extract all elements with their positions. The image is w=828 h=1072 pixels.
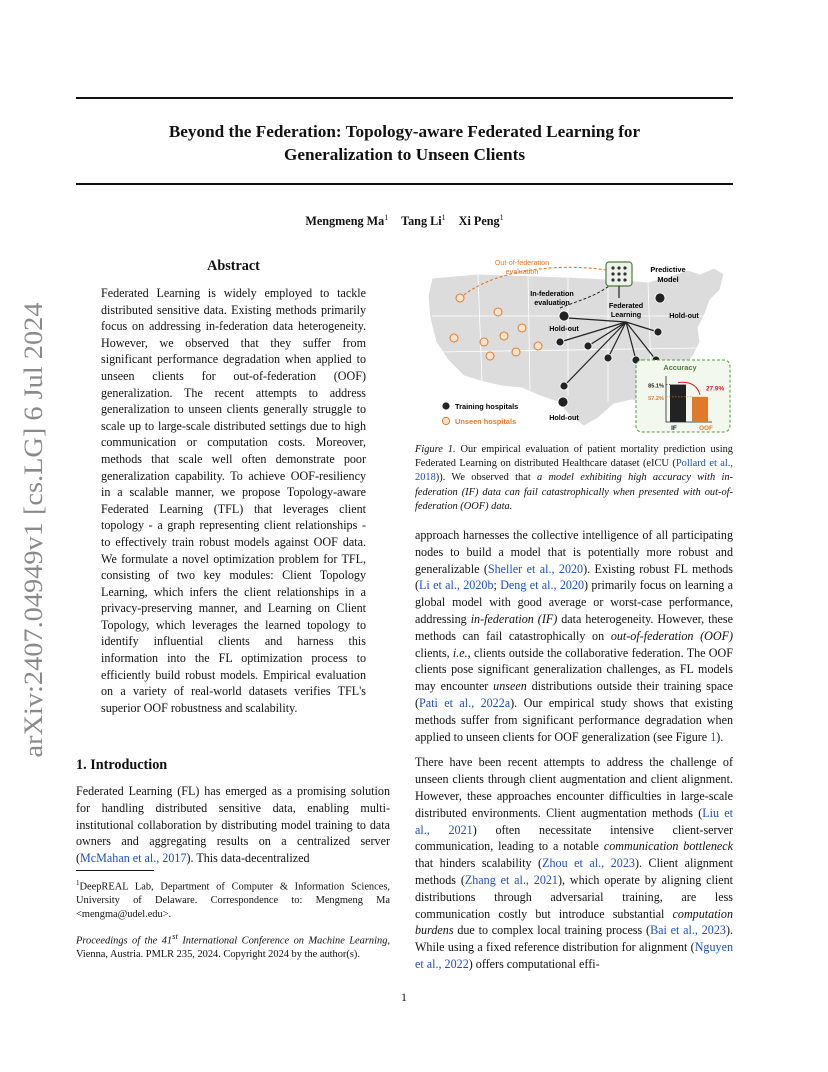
citation-link[interactable]: Liu et al., 2021 [415,805,733,837]
caption-label: Figure 1. [415,444,456,455]
holdout-label-1: Hold-out [549,324,579,333]
text-run: approach harnesses the collective intelligence of all participating nodes to build a model that is potentially more robust and generalizable ( [415,528,733,576]
citation-link[interactable]: Zhou et al., 2023 [542,856,635,871]
text-run: 41 [161,935,173,947]
title-rule-bottom [76,183,733,185]
text-run: distributions outside their training space ( [415,679,733,710]
author-affil: 1 [499,213,504,222]
text-run: There have been recent attempts to address the challenge of unseen clients through client augmentation and client alignment. However, these approaches encounter difficulties in large-scale distributed environments. Client augmentation methods ( [415,755,733,820]
chart-value-label: 85.1% [648,383,664,390]
citation-link[interactable]: Pati et al., 2022a [419,695,511,710]
text-run: ; [493,578,501,593]
text-run: ) often necessitate intensive client-server communication, leading to a notable [415,822,733,854]
hospital-pin-icon [654,328,662,336]
citation-link[interactable]: Li et al., 2020b [419,578,494,593]
text-run: a model exhibiting high accuracy with in-federation (IF) data can fail catastrophically when presented with out-of-federation (OOF) data. [415,472,733,512]
figure-1 [418,256,736,434]
unseen-pin-icon [500,332,508,340]
title-line-2: Generalization to Unseen Clients [283,145,526,164]
hospital-pin-icon [556,338,564,346]
arxiv-id-text: arXiv:2407.04949v1 [cs.LG] 6 Jul 2024 [19,340,48,758]
title-rule-top [76,97,733,99]
figure-1-svg [418,256,736,434]
author-affil: 1 [384,213,389,222]
text-run: , Vienna, Austria. PMLR 235, 2024. Copyright 2024 by the author(s). [76,935,390,961]
text-run: unseen [493,679,527,694]
text-run: ) offers computational effi- [468,956,600,971]
holdout-label-2: Hold-out [669,311,699,320]
oof-eval-label-2: evaluation [505,267,539,276]
legend-unseen: Unseen hospitals [455,417,517,426]
footnote-rule [76,870,154,871]
unseen-pin-icon [512,348,520,356]
arxiv-stamp-svg [14,300,54,760]
hospital-pin-icon [584,342,592,350]
text-run: )). We observed that [435,472,538,484]
section-heading-introduction: 1. Introduction [76,757,168,773]
page-number: 1 [401,990,407,1004]
arxiv-stamp [14,300,54,760]
text-run: communication bottleneck [603,839,734,854]
author-affil: 1 [441,213,446,222]
text-run: computation burdens [415,906,733,938]
text-run: ) primarily focus on learning a global model with good average or worst-case performance, addressing [415,578,733,626]
title-line-1: Beyond the Federation: Topology-aware Federated Learning for [168,122,641,141]
paragraph [415,527,733,745]
text-run: ). [716,729,724,744]
predictive-model-label: Predictive [650,265,686,274]
legend-unseen-icon [442,417,449,424]
text-run: International Conference on Machine Learning [177,935,388,947]
text-run: st [172,931,178,941]
author-name: Xi Peng [458,214,500,229]
network-icon [611,266,626,281]
author-list [76,213,733,229]
footnote-mark: 1 [76,879,80,887]
chart-tick-label: OOF [699,425,713,432]
oof-eval-label: Out-of-federation [494,258,550,267]
unseen-pin-icon [456,294,464,302]
text-run: ). Client alignment methods ( [415,856,733,887]
text-run: ). Our empirical study shows that existing methods suffer from significant performance degradation when applied to unseen clients for OOF generalization (see Figure [415,695,733,744]
text-run: data heterogeneity. However, these methods can fail catastrophically on [415,611,734,643]
hospital-pin-icon [560,382,568,390]
text-run: Proceedings of the [76,935,162,947]
legend-training-icon [442,402,449,409]
author-name: Mengmeng Ma [305,214,385,229]
chart-tick-label: IF [671,425,677,432]
hospital-pin-icon [604,354,612,362]
chart-bar-if [670,385,686,422]
paper-title [76,120,733,166]
citation-link[interactable]: Bai et al., 2023 [650,923,726,938]
citation-link[interactable]: Deng et al., 2020 [500,578,585,593]
citation-link[interactable]: McMahan et al., 2017 [80,851,187,866]
text-run: i.e., [452,645,471,660]
text-run: out-of-federation (OOF) [610,628,734,643]
federated-learning-label-2: Learning [610,310,642,319]
right-column-text [415,527,733,982]
text-run: in-federation (IF) [470,611,558,626]
text-run: ). While using a fixed reference distribution for alignment ( [415,923,734,955]
text-run: clients outside the collaborative federation. The OOF clients pose significant generalization challenges, as FL models may encounter [415,645,733,694]
paragraph [415,754,733,972]
holdout-label-3: Hold-out [549,413,579,422]
figure-ref-link[interactable]: 1 [710,729,717,744]
text-run: clients, [415,645,453,660]
unseen-pin-icon [518,324,526,332]
hospital-pin-icon [559,311,569,321]
citation-link[interactable]: Nguyen et al., 2022 [415,940,733,971]
text-run: Our empirical evaluation of patient mortality prediction using Federated Learning on distributed Healthcare dataset (eICU ( [415,444,733,470]
intro-paragraph [76,783,390,867]
hospital-pin-icon [655,293,665,303]
text-run: ). This data-decentralized [186,851,310,866]
predictive-model-label-2: Model [657,275,679,284]
legend-training: Training hospitals [455,402,519,411]
text-run: ). Existing robust FL methods ( [415,561,733,593]
footnote-text: DeepREAL Lab, Department of Computer & Information Sciences, University of Delaware. Correspondence to: Mengmeng Ma <mengma@udel.edu>. [76,881,390,921]
chart-title: Accuracy [663,363,697,372]
chart-bar-oof [692,397,708,422]
abstract-text: Federated Learning is widely employed to tackle distributed sensitive data. Existing methods primarily focus on addressing in-federation data heterogeneity. However, we observed that they suffer from significant performance degradation when applied to unseen clients for out-of-federation (OOF) generalization. The recent attempts to address generalization to unseen clients generally struggle to scale up to large-scale distributed settings due to high communication or computation costs. Moreover, methods that scale well often demonstrate poor generalization capability. To achieve OOF-resiliency in a scalable manner, we propose Topology-aware Federated Learning (TFL) that leverages client topology - a graph representing client relationships - to effectively train robust models against OOF data. We formulate a novel optimization problem for TFL, consisting of two key modules: Client Topology Learning, which infers the client relationships in a privacy-preserving manner, and Learning on Client Topology, which leverages the learned topology to identify influential clients and harness this information into the FL optimization process to efficiently build robust models. Empirical evaluation on a variety of real-world datasets verifies TFL's superior OOF robustness and scalability. [101,286,366,715]
citation-link[interactable]: Pollard et al., 2018 [415,458,733,484]
unseen-pin-icon [494,308,502,316]
proceedings-note [76,929,390,962]
text-run: due to complex local training process ( [453,923,651,938]
chart-drop-label: 27.9% [706,385,725,393]
text-run: ), which operate by aligning client distributions through adversarial training, are less communication costly but introduce substantial [415,872,733,921]
citation-link[interactable]: Zhang et al., 2021 [464,872,558,887]
unseen-pin-icon [486,352,494,360]
chart-value-label: 57.2% [648,395,664,402]
if-eval-label-2: evaluation [534,298,570,307]
unseen-pin-icon [450,334,458,342]
author-name: Tang Li [401,214,442,229]
text-run: Federated Learning (FL) has emerged as a promising solution for handling distributed sensitive data, enabling multi-institutional collaboration by distributing model training to data owners and aggregating results on a centralized server ( [76,784,390,866]
figure-1-caption [415,443,733,514]
hospital-pin-icon [558,397,568,407]
unseen-pin-icon [534,342,542,350]
unseen-pin-icon [480,338,488,346]
citation-link[interactable]: Sheller et al., 2020 [487,561,584,576]
federated-learning-label: Federated [608,301,644,310]
abstract-heading: Abstract [207,258,260,274]
affiliation-footnote [76,876,390,922]
if-eval-label: In-federation [530,289,574,298]
text-run: that hinders scalability ( [415,856,543,871]
